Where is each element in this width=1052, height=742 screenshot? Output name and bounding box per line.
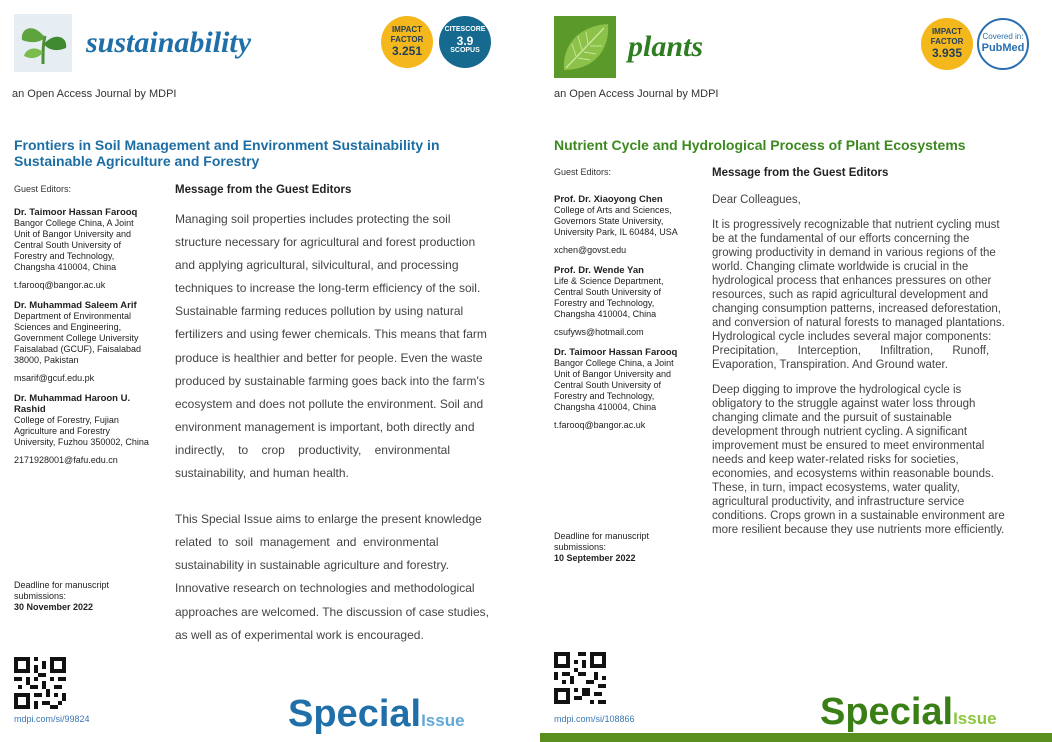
- impact-factor-value: 3.935: [931, 46, 963, 60]
- qr-code-icon[interactable]: [554, 652, 606, 704]
- deadline-date: 10 September 2022: [554, 553, 636, 563]
- editor-email[interactable]: xchen@govst.edu: [554, 245, 627, 255]
- message-heading: Message from the Guest Editors: [712, 167, 889, 179]
- editor-entry: Dr. Taimoor Hassan Farooq Bangor College China, A Joint Unit of Bangor University and Central South University of Forestry and Technology, Changsha 410004, China t.farooq@bangor.ac.uk: [14, 207, 164, 291]
- editor-email[interactable]: csufyws@hotmail.com: [554, 327, 644, 337]
- guest-editors-list: [14, 207, 164, 475]
- sustainability-logo-icon: [14, 14, 72, 72]
- special-issue-wordmark: SpecialIssue: [820, 691, 997, 733]
- plants-flyer: [540, 0, 1052, 742]
- editor-entry: Prof. Dr. Xiaoyong Chen College of Arts and Sciences, Governors State University, University Park, IL 60484, USA xchen@govst.edu: [554, 194, 704, 256]
- impact-factor-value: 3.251: [391, 44, 423, 58]
- citescore-badge: CITESCORE 3.9 SCOPUS: [439, 16, 491, 68]
- impact-factor-badge: IMPACT FACTOR 3.935: [921, 18, 973, 70]
- submission-deadline: Deadline for manuscript submissions: 10 September 2022: [554, 531, 650, 563]
- guest-editors-list: [554, 194, 704, 440]
- plants-logo-icon: [554, 16, 616, 78]
- message-heading: Message from the Guest Editors: [175, 184, 352, 196]
- guest-editors-label: Guest Editors:: [554, 167, 612, 177]
- open-access-note: an Open Access Journal by MDPI: [12, 88, 177, 100]
- special-issue-wordmark: SpecialIssue: [288, 693, 465, 735]
- special-issue-title: Nutrient Cycle and Hydrological Process of Plant Ecosystems: [554, 137, 966, 153]
- pubmed-badge: Covered in: PubMed: [977, 18, 1029, 70]
- special-issue-link[interactable]: mdpi.com/si/99824: [14, 714, 90, 724]
- qr-code-icon[interactable]: [14, 657, 66, 709]
- submission-deadline: Deadline for manuscript submissions: 30 November 2022: [14, 580, 110, 612]
- guest-editors-label: Guest Editors:: [14, 184, 72, 194]
- journal-name: sustainability: [86, 26, 252, 59]
- editor-email[interactable]: t.farooq@bangor.ac.uk: [554, 420, 646, 430]
- journal-name: plants: [628, 30, 704, 63]
- editor-email[interactable]: 2171928001@fafu.edu.cn: [14, 455, 118, 465]
- editor-entry: Dr. Muhammad Saleem Arif Department of Environmental Sciences and Engineering, Government College University Faisalabad (GCUF), Faisalabad 38000, Pakistan msarif@gcuf.edu.pk: [14, 300, 164, 384]
- greeting: Dear Colleagues,: [712, 194, 801, 206]
- open-access-note: an Open Access Journal by MDPI: [554, 88, 719, 100]
- pubmed-label: PubMed: [981, 42, 1025, 54]
- deadline-date: 30 November 2022: [14, 602, 94, 612]
- editor-email[interactable]: t.farooq@bangor.ac.uk: [14, 280, 106, 290]
- special-issue-link[interactable]: mdpi.com/si/108866: [554, 714, 635, 724]
- message-body: Managing soil properties includes protecting the soil structure necessary for agricultural and forest production and applying agricultural, silvicultural, and processing techniques to increase the long-term efficiency of the soil. Sustainable farming reduces pollution by using natural fertilizers and using fewer chemicals. This means that farm produce is healthier and better for people. Even the waste produced by sustainable farming goes back into the farm's ecosystem and does not pollute the environment. Soil and environment management is important, both directly and indirectly, to crop productivity, environmental sustainability, and human health. This Special Issue aims to enlarge the present knowledge related to soil management and environmental sustainability in sustainable agriculture and forestry. Innovative research on technologies and methodological approaches are welcomed. The discussion of case studies, as well as of experimental work is encouraged.: [175, 212, 489, 642]
- editor-email[interactable]: msarif@gcuf.edu.pk: [14, 373, 95, 383]
- message-body: Dear Colleagues, It is progressively recognizable that nutrient cycling must be at the fundamental of our efforts concerning the growing productivity in demand in various regions of the world. Changing climate worldwide is crucial in the hydrological process that enhances pressures on other resources, such as rapid agricultural development and changing consumption patterns, increased deforestation, and conversion of natural forests to managed plantations. Hydrological cycle includes several major components: Precipitation, Interception, Infiltration, Runoff, Evaporation, Transpiration. And Ground water. Deep digging to improve the hydrological cycle is obligatory to the struggle against water loss through changing climate and the pursuit of sustainable development through nutrient cycling. A significant improvement must be ensured to meet environmental needs and keep water-related risks for societies, economies, and ecosystems within reasonable bounds. These, in turn, impact ecosystems, water quality, agricultural productivity, and infrastructure service conditions. Crops grown in a sustainable environment are more resilient because they use nutrients more efficiently.: [712, 193, 1027, 537]
- editor-entry: Prof. Dr. Wende Yan Life & Science Department, Central South University of Forestry and Technology, Changsha 410004, China csufyws@hotmail.com: [554, 265, 704, 338]
- editor-entry: Dr. Muhammad Haroon U. Rashid College of Forestry, Fujian Agriculture and Forestry University, Fuzhou 350002, China 2171928001@fafu.edu.cn: [14, 393, 164, 466]
- impact-factor-badge: IMPACT FACTOR 3.251: [381, 16, 433, 68]
- special-issue-title: Frontiers in Soil Management and Environment Sustainability in Sustainable Agriculture and Forestry: [14, 137, 440, 169]
- citescore-value: 3.9: [456, 34, 474, 48]
- editor-entry: Dr. Taimoor Hassan Farooq Bangor College China, a Joint Unit of Bangor University and Central South University of Forestry and Technology, Changsha 410004, China t.farooq@bangor.ac.uk: [554, 347, 704, 431]
